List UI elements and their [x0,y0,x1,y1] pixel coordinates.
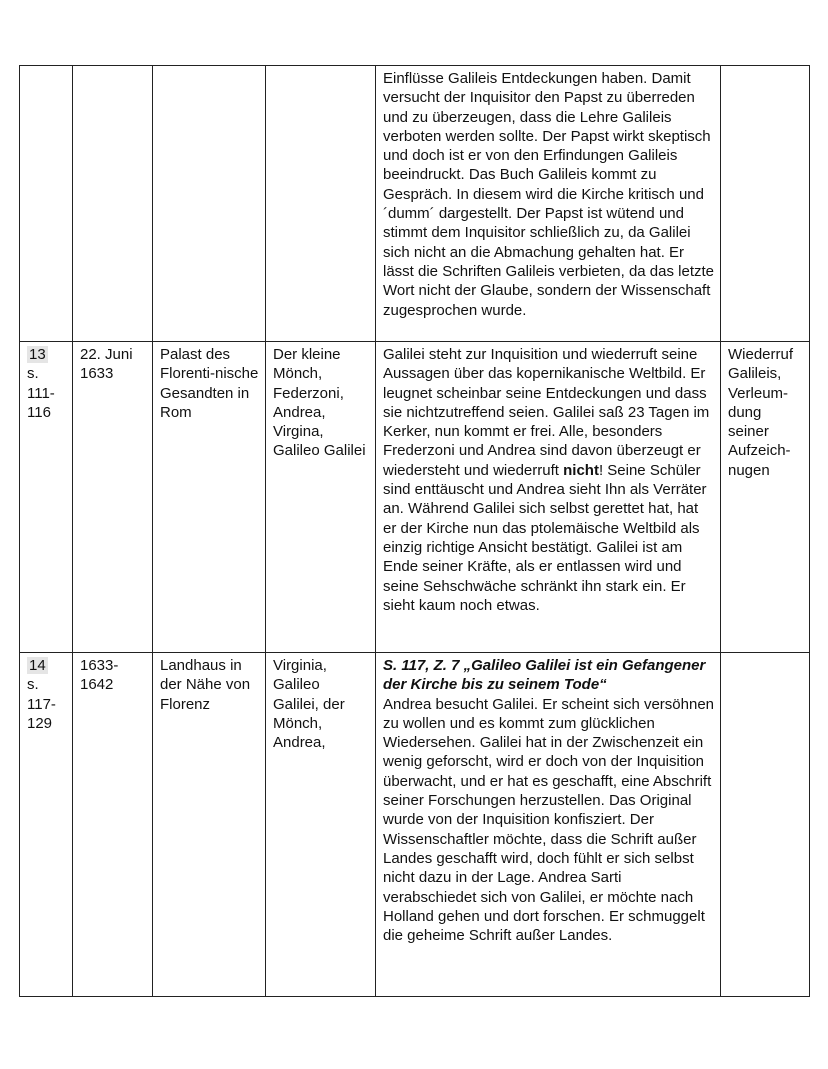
keywords-cell [721,66,810,342]
place-cell: Landhaus in der Nähe von Florenz [153,653,266,997]
scene-cell [20,66,73,342]
page-range: s. 111- 116 [27,365,55,421]
summary-text: Galilei steht zur Inquisition und wiederruft seine Aussagen über das kopernikanische Weltbild. Er leugnet scheinbar seine Entdeckungen und dass sie nichtzutreffend seien. Galilei saß 23 Tagen im Kerker, nun kommt er frei. Alle, besonders Frederzoni und Andrea sind davon überzeugt er wiedersteht und wiederruft [383,346,710,479]
place-cell [153,66,266,342]
scene-number: 13 [29,346,46,363]
summary-emphasis: nicht [563,461,599,479]
summary-cell: Einflüsse Galileis Entdeckungen haben. Damit versucht der Inquisitor den Papst zu überreden und zu überzeugen, dass die Lehre Galileis verboten werden sollte. Der Papst wirkt skeptisch und doch ist er von den Erfindungen Galileis beeindruckt. Das Buch Galileis kommt zu Gespräch. In diesem wird die Kirche kritisch und ´dumm´ dargestellt. Der Papst ist wütend und stimmt dem Inquisitor schließlich zu, da Galilei sich nicht an die Abmachung gehalten hat. Er lässt die Schriften Galileis verbieten, da das letzte Wort nicht der Glaube, sondern der Wissenschaft zugesprochen wurde. [376,66,721,342]
date-cell: 1633-1642 [73,653,153,997]
scene-number: 14 [29,657,46,674]
keywords-cell: Wiederruf Galileis, Verleum-dung seiner Aufzeich-nugen [721,342,810,653]
keywords-cell [721,653,810,997]
summary-cell [376,653,721,997]
summary-text: Andrea besucht Galilei. Er scheint sich versöhnen zu wollen und es kommt zum glücklichen Wiedersehen. Galilei hat in der Zwischenzeit ein wenig geforscht, wird er doch von der Inquisition überwacht, und er hat es geschafft, eine Abschrift seiner Forschungen herzustellen. Das Original wurde von der Inquisition konfisziert. Der Wissenschaftler möchte, dass die Schrift außer Landes geschafft wird, doch fühlt er sich selbst nicht dazu in der Lage. Andrea Sarti verabschiedet sich von Galilei, er möchte nach Holland gehen und dort forschen. Er schmuggelt die geheime Schrift außer Landes. [383,695,715,945]
scene-table [19,65,810,997]
table-row [20,342,810,653]
persons-cell: Virginia, Galileo Galilei, der Mönch, Andrea, [266,653,376,997]
summary-cell [376,342,721,653]
table-row [20,66,810,342]
quote-text: S. 117, Z. 7 „Galileo Galilei ist ein Gefangener der Kirche bis zu seinem Tode“ [383,657,706,694]
scene-cell [20,342,73,653]
page-range: s. 117- 129 [27,676,56,732]
place-cell: Palast des Florenti-nische Gesandten in Rom [153,342,266,653]
date-cell: 22. Juni 1633 [73,342,153,653]
scene-cell [20,653,73,997]
persons-cell [266,66,376,342]
date-cell [73,66,153,342]
persons-cell: Der kleine Mönch, Federzoni, Andrea, Virgina, Galileo Galilei [266,342,376,653]
table-row [20,653,810,997]
summary-text: ! Seine Schüler sind enttäuscht und Andrea sieht Ihn als Verräter an. Während Galilei sich selbst gerettet hat, hat er der Kirche nun das ptolemäische Weltbild als einzig richtige Ansicht bestätigt. Galilei ist am Ende seiner Kräfte, als er entlassen wird und seine Sehschwäche schränkt ihn stark ein. Er sieht kaum noch etwas. [383,461,707,614]
